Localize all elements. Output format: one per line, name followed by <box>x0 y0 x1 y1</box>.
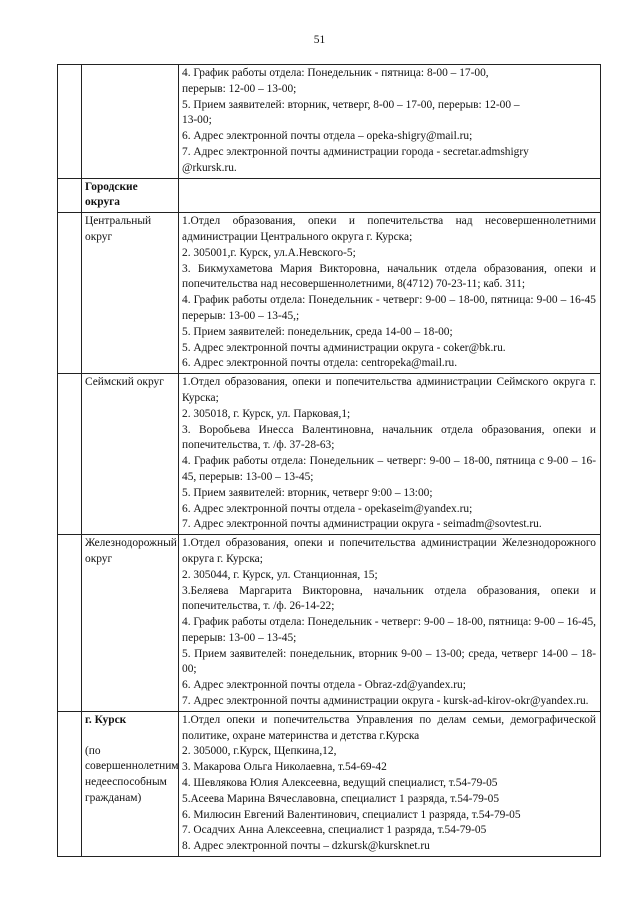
info-line: 1.Отдел образования, опеки и попечительства администрации Сеймского округа г. Курска; <box>182 376 596 404</box>
info-line: 4. График работы отдела: Понедельник - пятница: 8-00 – 17-00, <box>182 67 489 79</box>
info-line: 3. Бикмухаметова Мария Викторовна, начальник отдела образования, опеки и попечительства над несовершеннолетними, 8(4712) 70-23-11; каб. 311; <box>182 262 596 291</box>
info-line: 4. График работы отдела: Понедельник – четверг: 9-00 – 18-00, пятница с 9-00 – 16-45, перерыв: 13-00 – 13-45; <box>182 455 596 483</box>
contact-info-cell <box>179 178 601 213</box>
contact-info-cell <box>179 535 601 712</box>
info-line: 6. Милюсин Евгений Валентинович, специалист 1 разряда, т.54-79-05 <box>182 808 521 821</box>
contact-info-cell <box>179 213 601 374</box>
row-number-cell <box>58 213 82 374</box>
info-line: 6. Адрес электронной почты отдела - opekaseim@yandex.ru; <box>182 502 473 515</box>
contact-info-cell <box>179 711 601 856</box>
district-name: Центральный округ <box>85 215 152 243</box>
info-line: 7. Адрес электронной почты администрации округа - seimadm@sovtest.ru. <box>182 518 542 531</box>
info-line: 2. 305018, г. Курск, ул. Парковая,1; <box>182 407 351 420</box>
district-name: Сеймский округ <box>85 376 164 389</box>
info-line: 5. Прием заявителей: понедельник, вторник 9-00 – 13-00; среда, четверг 14-00 – 18-00; <box>182 647 596 676</box>
info-line: 4. График работы отдела: Понедельник - четверг: 9-00 – 18-00, пятница: 9-00 – 16-45, перерыв: 13-00 – 13-45; <box>182 616 596 644</box>
info-line: 5. Прием заявителей: понедельник, среда 14-00 – 18-00; <box>182 325 453 338</box>
district-cell <box>82 374 179 535</box>
info-line: 5. Адрес электронной почты администрации округа - coker@bk.ru. <box>182 341 506 354</box>
district-cell <box>82 535 179 712</box>
table-row <box>58 711 601 856</box>
row-number-cell <box>58 535 82 712</box>
info-line: 13-00; <box>182 114 212 127</box>
district-name: Железнодорожный округ <box>85 537 177 565</box>
table-row <box>58 213 601 374</box>
table-row <box>58 65 601 179</box>
info-line: 1.Отдел опеки и попечительства Управления по делам семьи, демографической политике, охране материнства и детства г.Курска <box>182 713 596 742</box>
info-line: 4. Шевлякова Юлия Алексеевна, ведущий специалист, т.54-79-05 <box>182 777 498 790</box>
info-line: 6. Адрес электронной почты отдела – opeka-shigry@mail.ru; <box>182 130 473 143</box>
info-line: 2. 305044, г. Курск, ул. Станционная, 15; <box>182 568 378 581</box>
table-row <box>58 535 601 712</box>
contact-info-cell <box>179 374 601 535</box>
row-number-cell <box>58 374 82 535</box>
district-cell <box>82 65 179 179</box>
table-row <box>58 374 601 535</box>
info-line: 4. График работы отдела: Понедельник - четверг: 9-00 – 18-00, пятница: 9-00 – 16-45 перерыв: 13-00 – 13-45,; <box>182 294 596 322</box>
info-line: 1.Отдел образования, опеки и попечительства над несовершеннолетними администрации Центрального округа г. Курска; <box>182 215 596 243</box>
district-name: Городские округа <box>85 180 138 209</box>
info-line: @rkursk.ru. <box>182 161 237 174</box>
info-line: 3.Беляева Маргарита Викторовна, начальник отдела образования, опеки и попечительства, т. /ф. 26-14-22; <box>182 584 596 613</box>
page-number: 51 <box>313 34 326 46</box>
info-line: 5. Прием заявителей: вторник, четверг, 8-00 – 17-00, перерыв: 12-00 – <box>182 98 520 111</box>
info-line: перерыв: 12-00 – 13-00; <box>182 82 297 95</box>
row-number-cell <box>58 65 82 179</box>
row-number-cell <box>58 711 82 856</box>
table-row <box>58 178 601 213</box>
info-line: 5. Прием заявителей: вторник, четверг 9:00 – 13:00; <box>182 486 433 499</box>
district-cell <box>82 213 179 374</box>
info-line: 2. 305001,г. Курск, ул.А.Невского-5; <box>182 246 356 259</box>
info-line: 7. Осадчих Анна Алексеевна, специалист 1 разряда, т.54-79-05 <box>182 824 487 837</box>
info-line: 8. Адрес электронной почты – dzkursk@kursknet.ru <box>182 840 430 853</box>
info-line: 1.Отдел образования, опеки и попечительства администрации Железнодорожного округа г. Курска; <box>182 537 596 565</box>
district-cell <box>82 178 179 213</box>
info-line: 2. 305000, г.Курск, Щепкина,12, <box>182 745 337 758</box>
info-line: 3. Макарова Ольга Николаевна, т.54-69-42 <box>182 761 387 774</box>
district-name: г. Курск <box>85 713 127 726</box>
info-line: 3. Воробьева Инесса Валентиновна, начальник отдела образования, опеки и попечительства, т. /ф. 37-28-63; <box>182 423 596 452</box>
row-number-cell <box>58 178 82 213</box>
info-line: 6. Адрес электронной почты отдела: centropeka@mail.ru. <box>182 357 458 370</box>
contact-info-cell <box>179 65 601 179</box>
info-line: 7. Адрес электронной почты администрации округа - kursk-ad-kirov-okr@yandex.ru. <box>182 695 589 708</box>
district-note: (по совершеннолетним недееспособным гражданам) <box>85 744 179 805</box>
contacts-table <box>57 64 601 857</box>
info-line: 5.Асеева Марина Вячеславовна, специалист 1 разряда, т.54-79-05 <box>182 792 500 805</box>
info-line: 6. Адрес электронной почты отдела - Obraz-zd@yandex.ru; <box>182 679 466 692</box>
district-cell <box>82 711 179 856</box>
info-line: 7. Адрес электронной почты администрации города - secretar.admshigry <box>182 145 529 158</box>
